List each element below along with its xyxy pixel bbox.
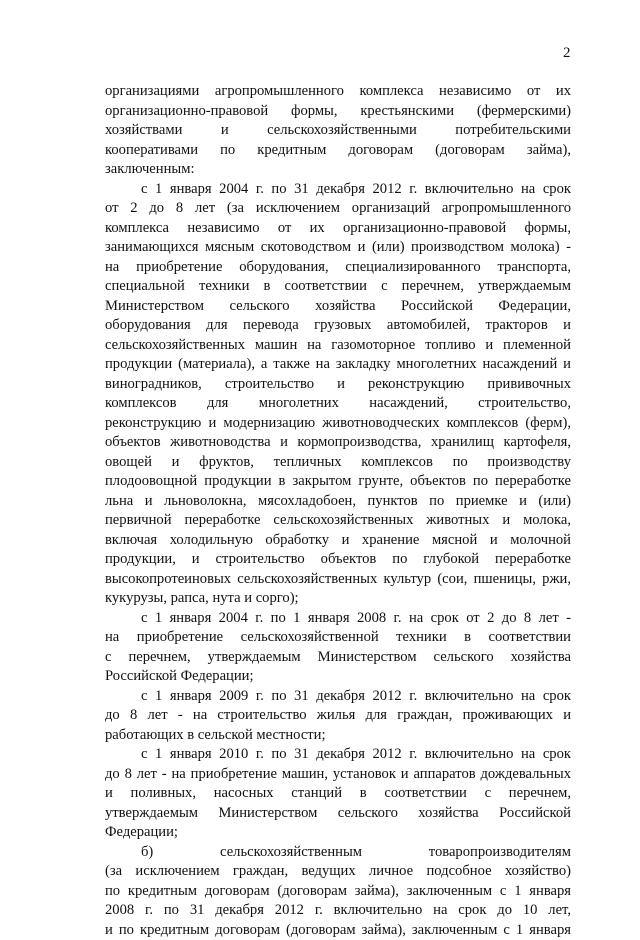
text-line: продукции (материала), а также на закладку многолетних насаждений и [105,355,571,375]
text-line: первичной переработке сельскохозяйственных животных и молока, [105,511,571,531]
text-line: и по кредитным договорам (договорам займа), заключенным с 1 января [105,921,571,940]
text-line: заключенным: [105,160,571,180]
text-line: Министерством сельского хозяйства Российской Федерации, [105,297,571,317]
text-line: 2008 г. по 31 декабря 2012 г. включительно на срок до 10 лет, [105,901,571,921]
text-line: по кредитным договорам (договорам займа), заключенным с 1 января [105,882,571,902]
text-line: до 8 лет - на приобретение машин, установок и аппаратов дождевальных [105,765,571,785]
text-line: до 8 лет - на строительство жилья для граждан, проживающих и [105,706,571,726]
text-line: плодоовощной продукции в закрытом грунте, объектов по переработке [105,472,571,492]
text-line: кукурузы, рапса, нута и сорго); [105,589,571,609]
text-line: объектов животноводства и кормопроизводства, хранилищ картофеля, [105,433,571,453]
text-line: овощей и фруктов, тепличных комплексов по производству [105,453,571,473]
text-line: продукции, и строительство объектов по глубокой переработке [105,550,571,570]
text-line: специальной техники в соответствии с перечнем, утверждаемым [105,277,571,297]
text-line: с 1 января 2010 г. по 31 декабря 2012 г. включительно на срок [105,745,571,765]
text-line: с перечнем, утверждаемым Министерством сельского хозяйства [105,648,571,668]
text-line: хозяйствами и сельскохозяйственными потребительскими [105,121,571,141]
text-line: с 1 января 2004 г. по 1 января 2008 г. на срок от 2 до 8 лет - [105,609,571,629]
text-line: на приобретение оборудования, специализированного транспорта, [105,258,571,278]
text-line: сельскохозяйственных машин на газомоторное топливо и племенной [105,336,571,356]
text-line: Федерации; [105,823,571,843]
text-line: высокопротеиновых сельскохозяйственных культур (сои, пшеницы, ржи, [105,570,571,590]
text-line: комплексов для многолетних насаждений, строительство, [105,394,571,414]
text-line: оборудования для перевода грузовых автомобилей, тракторов и [105,316,571,336]
text-line: льна и льноволокна, мясохладобоен, пунктов по приемке и (или) [105,492,571,512]
text-line: реконструкцию и модернизацию животноводческих комплексов (ферм), [105,414,571,434]
text-line: (за исключением граждан, ведущих личное подсобное хозяйство) [105,862,571,882]
text-line: занимающихся мясным скотоводством и (или) производством молока) - [105,238,571,258]
text-line: кооперативами по кредитным договорам (договорам займа), [105,141,571,161]
text-line: утверждаемым Министерством сельского хозяйства Российской [105,804,571,824]
text-line: виноградников, строительство и реконструкцию прививочных [105,375,571,395]
text-line: б) сельскохозяйственным товаропроизводителям [105,843,571,863]
text-line: организационно-правовой формы, крестьянскими (фермерскими) [105,102,571,122]
text-line: работающих в сельской местности; [105,726,571,746]
text-line: и поливных, насосных станций в соответствии с перечнем, [105,784,571,804]
text-line: комплекса независимо от их организационно-правовой формы, [105,219,571,239]
text-line: включая холодильную обработку и хранение мясной и молочной [105,531,571,551]
page-number: 2 [563,45,571,62]
text-line: организациями агропромышленного комплекса независимо от их [105,82,571,102]
text-line: с 1 января 2004 г. по 31 декабря 2012 г. включительно на срок [105,180,571,200]
text-line: на приобретение сельскохозяйственной техники в соответствии [105,628,571,648]
text-line: от 2 до 8 лет (за исключением организаций агропромышленного [105,199,571,219]
text-line: Российской Федерации; [105,667,571,687]
document-body [105,82,571,940]
text-line: с 1 января 2009 г. по 31 декабря 2012 г. включительно на срок [105,687,571,707]
